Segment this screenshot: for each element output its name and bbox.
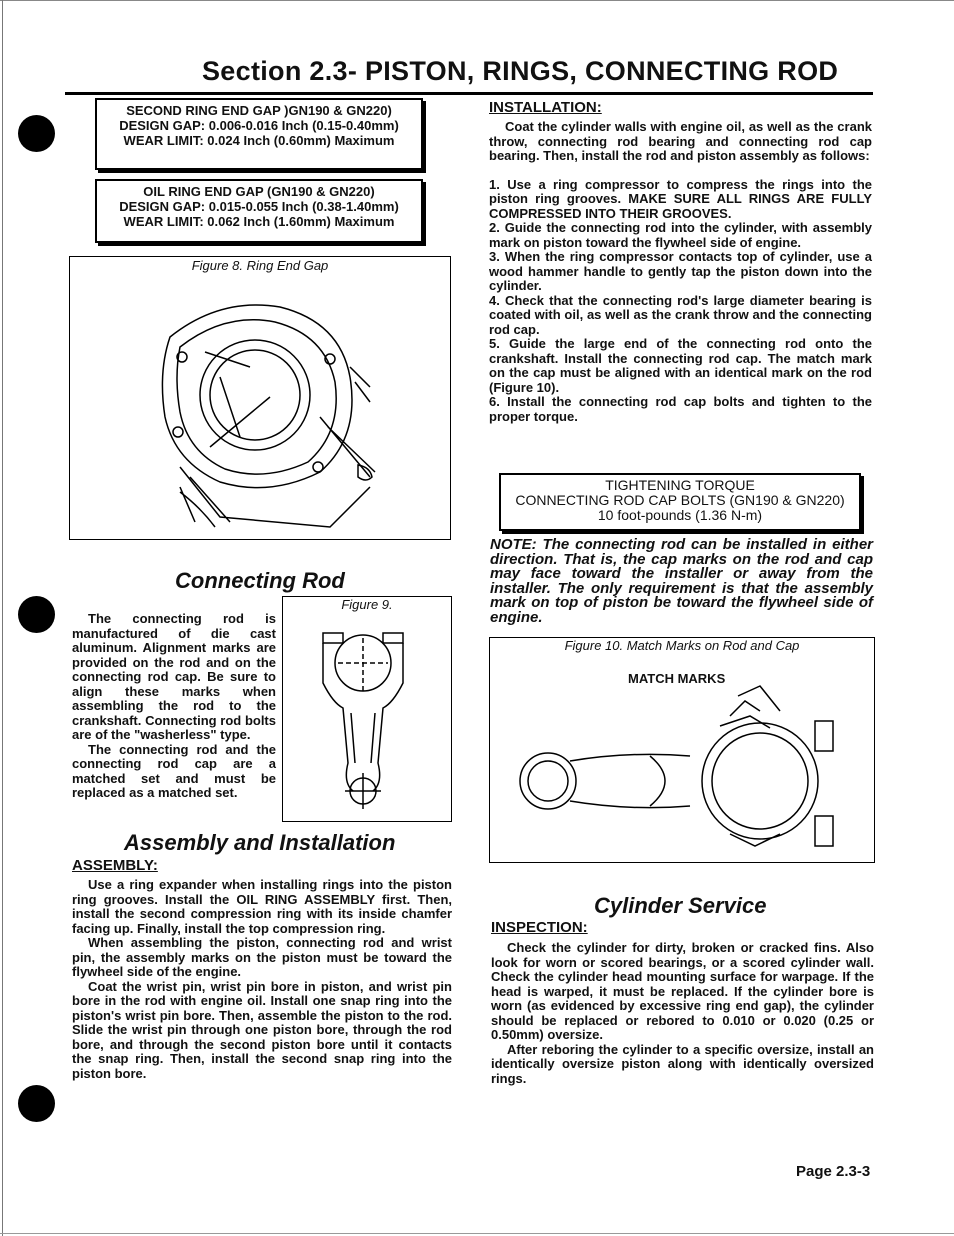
match-marks-label: MATCH MARKS <box>628 671 726 686</box>
spec-line: OIL RING END GAP (GN190 & GN220) <box>143 184 375 199</box>
installation-text <box>489 120 872 424</box>
figure-caption: Figure 9. <box>341 597 393 612</box>
inspection-text <box>491 941 874 1086</box>
paragraph: Coat the wrist pin, wrist pin bore in piston, and wrist pin bore in the rod with engine oil. Install one snap ring into the piston's wrist pin bore. Then, assemble the piston to the rod. Slide the wrist pin through one piston bore, through the rod bore, and through the second piston bore until it contacts the snap ring. Then, install the second snap ring into the piston bore. <box>72 978 452 1081</box>
spec-line: WEAR LIMIT: 0.062 Inch (1.60mm) Maximum <box>123 214 395 229</box>
punch-hole <box>18 1085 55 1122</box>
paragraph: The connecting rod and the connecting rod cap are a matched set and must be replaced as a matched set. <box>72 741 276 800</box>
spec-line: DESIGN GAP: 0.015-0.055 Inch (0.38-1.40mm) <box>119 199 399 214</box>
spec-line: TIGHTENING TORQUE <box>605 477 755 493</box>
rod-and-cap-illustration <box>490 656 874 862</box>
assembly-subheading: ASSEMBLY: <box>72 857 158 874</box>
step: 5. Guide the large end of the connecting rod onto the crankshaft. Install the connecting rod cap. The match mark on the cap must be aligned with an identical mark on the rod (Figure 10). <box>489 336 872 395</box>
step: 6. Install the connecting rod cap bolts and tighten to the proper torque. <box>489 394 872 424</box>
page-top-border <box>0 0 954 1</box>
connecting-rod-text <box>72 612 276 801</box>
paragraph: Check the cylinder for dirty, broken or cracked fins. Also look for worn or scored bearings, or a scored cylinder wall. Check the cylinder head mounting surface for warpage. If the head is warped, it must be replaced. If the cylinder bore is worn (as evidenced by excessive ring end gap), the cylinder should be replaced or rebored to 0.010 or 0.020 (0.25 or 0.50mm) oversize. <box>491 940 874 1042</box>
figure-caption: Figure 10. Match Marks on Rod and Cap <box>564 638 800 653</box>
paragraph: Use a ring expander when installing rings into the piston ring grooves. Install the OIL RING ASSEMBLY first. Then, install the second compression ring with its inside chamfer facing up. Finally, install the top compression ring. <box>72 877 452 936</box>
spec-line: CONNECTING ROD CAP BOLTS (GN190 & GN220) <box>515 492 845 508</box>
step: 3. When the ring compressor contacts top of cylinder, use a wood hammer handle to gently tap the piston down into the cylinder. <box>489 249 872 293</box>
page-left-border <box>2 0 3 1236</box>
figure-8 <box>69 256 451 540</box>
paragraph: When assembling the piston, connecting rod and wrist pin, the assembly marks on the piston must be toward the flywheel side of the engine. <box>72 935 452 979</box>
figure-9 <box>282 596 452 822</box>
assembly-text <box>72 878 452 1081</box>
cylinder-illustration <box>70 277 450 539</box>
paragraph: After reboring the cylinder to a specific oversize, install an identically oversize piston along with identically oversized rings. <box>491 1041 874 1086</box>
page-number: Page 2.3-3 <box>796 1163 871 1180</box>
step: 1. Use a ring compressor to compress the rings into the piston ring grooves. MAKE SURE ALL RINGS ARE FULLY COMPRESSED INTO THEIR GROOVES. <box>489 176 872 221</box>
installation-subheading: INSTALLATION: <box>489 99 602 116</box>
assembly-installation-heading: Assembly and Installation <box>124 830 396 855</box>
connecting-rod-heading: Connecting Rod <box>175 568 345 593</box>
paragraph: The connecting rod is manufactured of die cast aluminum. Alignment marks are provided on the rod and on the connecting rod cap. Be sure to align these marks when assembling the rod to the crankshaft. Connecting rod bolts are of the "washerless" type. <box>72 611 276 742</box>
punch-hole <box>18 115 55 152</box>
figure-10 <box>489 637 875 863</box>
paragraph: Coat the cylinder walls with engine oil, as well as the crank throw, connecting rod bearing and connecting rod cap bearing. Then, install the rod and piston assembly as follows: <box>489 119 872 163</box>
spec-line: DESIGN GAP: 0.006-0.016 Inch (0.15-0.40mm) <box>119 118 399 133</box>
inspection-subheading: INSPECTION: <box>491 919 588 936</box>
page-bottom-border <box>0 1233 954 1234</box>
cylinder-service-heading: Cylinder Service <box>594 893 767 918</box>
second-ring-spec-box <box>95 98 423 170</box>
oil-ring-spec-box <box>95 179 423 243</box>
connecting-rod-illustration <box>283 613 451 821</box>
spec-line: SECOND RING END GAP )GN190 & GN220) <box>126 103 392 118</box>
figure-caption: Figure 8. Ring End Gap <box>191 258 329 273</box>
spec-line: WEAR LIMIT: 0.024 Inch (0.60mm) Maximum <box>123 133 395 148</box>
step: 4. Check that the connecting rod's large diameter bearing is coated with oil, as well as the crank throw and the connecting rod cap. <box>489 292 872 337</box>
installation-note: NOTE: The connecting rod can be installed in either direction. That is, the cap marks on the rod and cap may face toward the installer or away from the installer. The only requirement is that the assembly mark on top of piston be toward the flywheel side of engine. <box>490 536 873 626</box>
section-title: Section 2.3- PISTON, RINGS, CONNECTING ROD <box>202 56 839 86</box>
title-rule <box>65 92 873 95</box>
step: 2. Guide the connecting rod into the cylinder, with assembly mark on piston toward the flywheel side of engine. <box>489 220 872 250</box>
spec-line: 10 foot-pounds (1.36 N-m) <box>597 507 763 523</box>
punch-hole <box>18 596 55 633</box>
torque-spec-box <box>499 473 861 531</box>
